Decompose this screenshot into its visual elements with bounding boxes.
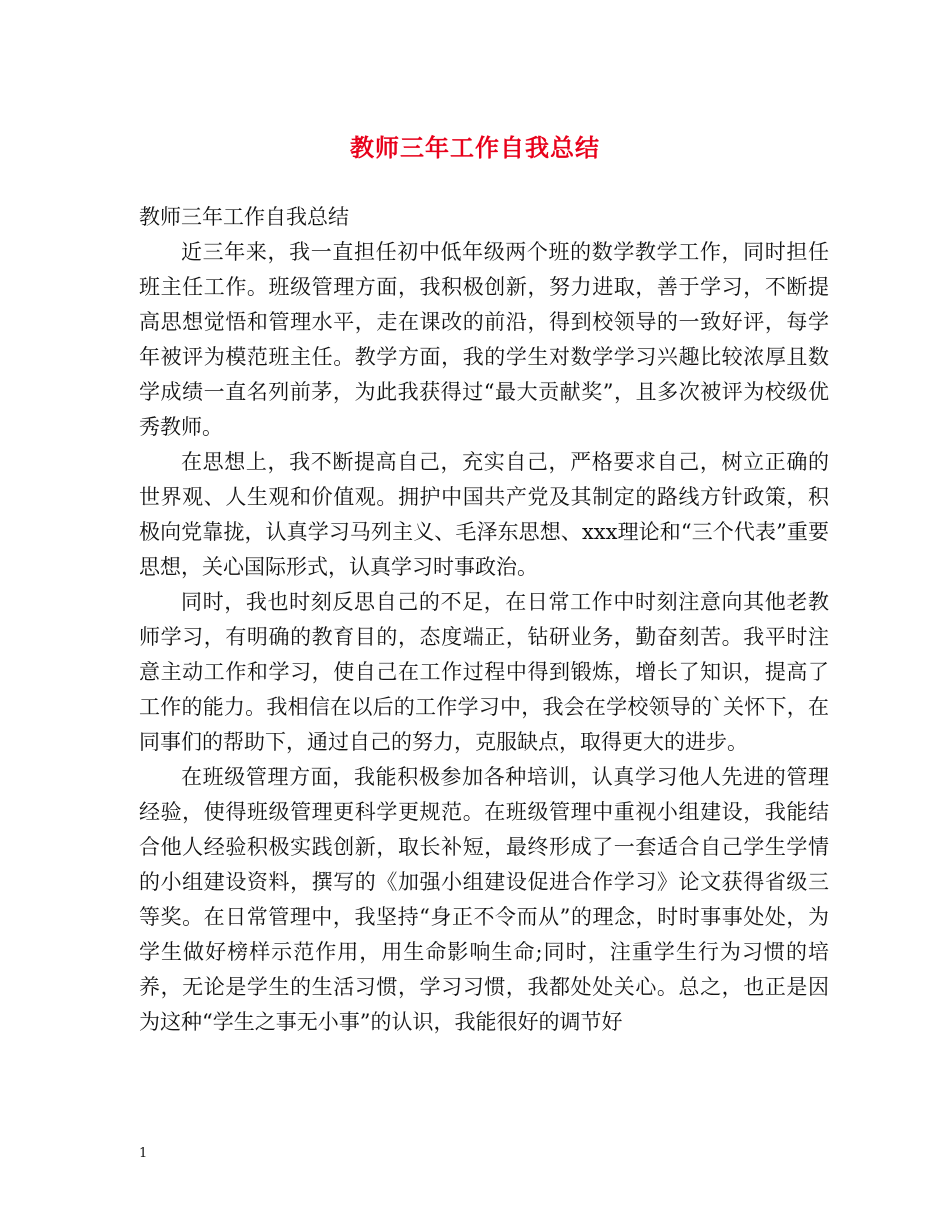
document-title: 教师三年工作自我总结 (350, 133, 600, 162)
document-subheading: 教师三年工作自我总结 (139, 205, 349, 229)
page-number: 1 (139, 1146, 148, 1161)
paragraph-3: 同时，我也时刻反思自己的不足，在日常工作中时刻注意向其他老教师学习，有明确的教育目的，态度端正，钻研业务，勤奋刻苦。我平时注意主动工作和学习，使自己在工作过程中得到锻炼，增长了知识，提高了工作的能力。我相信在以后的工作学习中，我会在学校领导的`关怀下，在同事们的帮助下，通过自己的努力，克服缺点，取得更大的进步。 (139, 590, 829, 754)
paragraph-2: 在思想上，我不断提高自己，充实自己，严格要求自己，树立正确的世界观、人生观和价值观。拥护中国共产党及其制定的路线方针政策，积极向党靠拢，认真学习马列主义、毛泽东思想、xxx理论和“三个代表”重要思想，关心国际形式，认真学习时事政治。 (139, 450, 829, 579)
paragraph-1: 近三年来，我一直担任初中低年级两个班的数学教学工作，同时担任班主任工作。班级管理方面，我积极创新，努力进取，善于学习，不断提高思想觉悟和管理水平，走在课改的前沿，得到校领导的一致好评，每学年被评为模范班主任。教学方面，我的学生对数学学习兴趣比较浓厚且数学成绩一直名列前茅，为此我获得过“最大贡献奖”，且多次被评为校级优秀教师。 (139, 240, 829, 439)
paragraph-4: 在班级管理方面，我能积极参加各种培训，认真学习他人先进的管理经验，使得班级管理更科学更规范。在班级管理中重视小组建设，我能结合他人经验积极实践创新，取长补短，最终形成了一套适合自己学生学情的小组建设资料，撰写的《加强小组建设促进合作学习》论文获得省级三等奖。在日常管理中，我坚持“身正不令而从”的理念，时时事事处处，为学生做好榜样示范作用，用生命影响生命;同时，注重学生行为习惯的培养，无论是学生的生活习惯，学习习惯，我都处处关心。总之，也正是因为这种“学生之事无小事”的认识，我能很好的调节好 (139, 765, 829, 1034)
document-body (139, 200, 829, 1040)
